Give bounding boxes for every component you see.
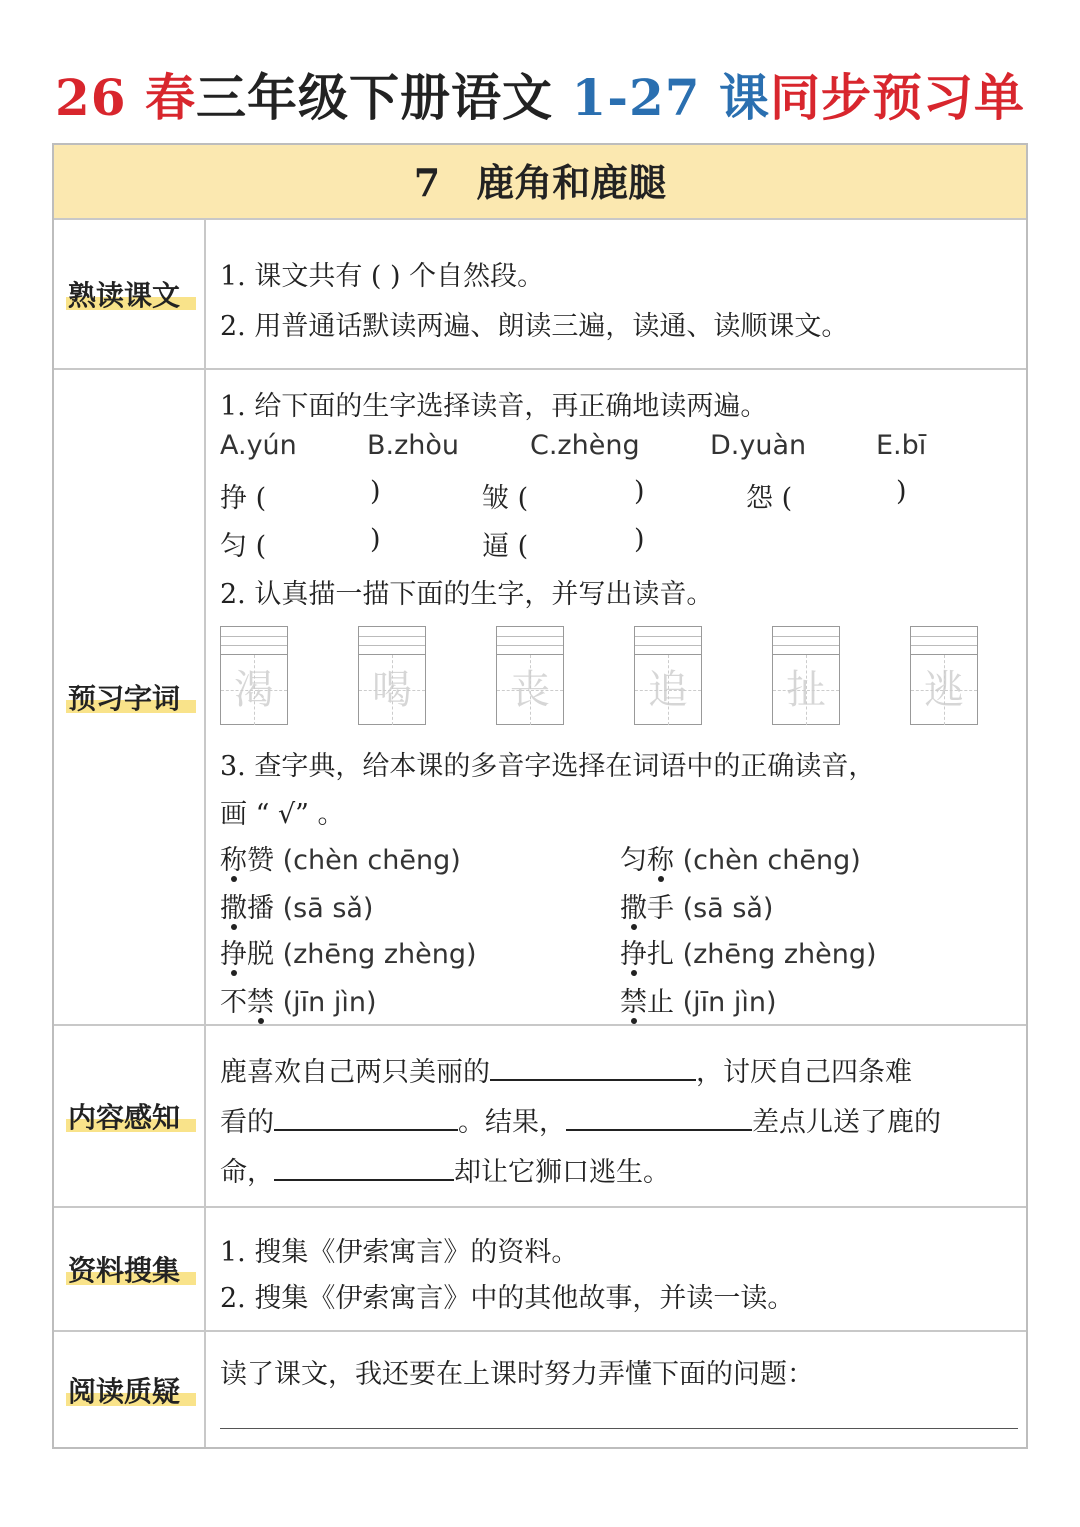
option: C.zhèng — [530, 430, 640, 461]
trace-char: 逃 — [911, 655, 977, 725]
label-cell — [54, 370, 206, 1024]
fill-line: 看的 。结果， 差点儿送了鹿的 — [220, 1107, 941, 1138]
tracing-grid[interactable] — [910, 626, 978, 725]
trace-char: 喝 — [359, 655, 425, 725]
lesson-number: 7 — [413, 160, 441, 205]
title-part-3: 1-27 课 — [571, 68, 770, 127]
fill-line: 命， 却让它狮口逃生。 — [220, 1157, 670, 1188]
tracing-grid[interactable] — [772, 626, 840, 725]
char-blank-close: ) — [634, 476, 645, 507]
polyphone-item: 挣脱 (zhēng zhèng) — [220, 939, 477, 970]
text-line: 2. 用普通话默读两遍、朗读三遍，读通、读顺课文。 — [220, 311, 849, 342]
tracing-grid[interactable] — [496, 626, 564, 725]
label-cell — [54, 220, 206, 368]
trace-char: 追 — [635, 655, 701, 725]
section-label: 预习字词 — [66, 677, 196, 717]
section-label: 熟读课文 — [66, 274, 196, 314]
answer-blank[interactable] — [566, 1105, 752, 1131]
lesson-name: 鹿角和鹿腿 — [476, 160, 667, 205]
answer-blank[interactable] — [274, 1155, 454, 1181]
content-cell — [220, 1026, 1018, 1206]
polyphone-item: 不禁 (jīn jìn) — [220, 987, 377, 1018]
row-yuedu — [54, 1332, 1026, 1447]
char-blank: 挣 ( — [220, 483, 267, 514]
section-label: 资料搜集 — [66, 1249, 196, 1289]
option: A.yún — [220, 430, 297, 461]
char-blank: 怨 ( — [746, 483, 793, 514]
option: B.zhòu — [367, 430, 460, 461]
trace-char: 扯 — [773, 655, 839, 725]
lesson-header — [54, 145, 1026, 220]
char-blank: 皱 ( — [482, 483, 529, 514]
section-label: 阅读质疑 — [66, 1370, 196, 1410]
tracing-grid[interactable] — [358, 626, 426, 725]
polyphone-item: 匀称 (chèn chēng) — [620, 845, 861, 876]
question-1: 1. 给下面的生字选择读音，再正确地读两遍。 — [220, 391, 768, 422]
tracing-grid[interactable] — [634, 626, 702, 725]
char-blank-close: ) — [370, 476, 381, 507]
char-blank: 逼 ( — [482, 531, 529, 562]
fill-line: 鹿喜欢自己两只美丽的 ，讨厌自己四条难 — [220, 1057, 912, 1088]
title-part-4: 同步预习单 — [769, 68, 1025, 127]
question-3: 3. 查字典，给本课的多音字选择在词语中的正确读音， — [220, 751, 876, 782]
row-shudu — [54, 220, 1026, 370]
polyphone-item: 挣扎 (zhēng zhèng) — [620, 939, 877, 970]
option: D.yuàn — [710, 430, 807, 461]
section-label: 内容感知 — [66, 1096, 196, 1136]
char-blank-close: ) — [896, 476, 907, 507]
polyphone-item: 称赞 (chèn chēng) — [220, 845, 461, 876]
row-neirong — [54, 1026, 1026, 1208]
text-line: 1. 搜集《伊索寓言》的资料。 — [220, 1237, 579, 1268]
label-cell — [54, 1208, 206, 1330]
worksheet-table — [52, 143, 1028, 1449]
char-blank-close: ) — [634, 524, 645, 555]
row-ziliao — [54, 1208, 1026, 1332]
char-blank: 匀 ( — [220, 531, 267, 562]
trace-char: 丧 — [497, 655, 563, 725]
polyphone-item: 撒播 (sā sǎ) — [220, 893, 374, 924]
content-cell — [220, 1332, 1018, 1447]
label-cell — [54, 1026, 206, 1206]
question-3-cont: 画 “ √” 。 — [220, 799, 345, 830]
content-cell — [220, 220, 1018, 368]
title-part-1: 26 春 — [55, 68, 197, 127]
content-cell — [220, 1208, 1018, 1330]
title-part-2: 三年级下册语文 — [196, 68, 572, 127]
polyphone-item: 禁止 (jīn jìn) — [620, 987, 777, 1018]
char-blank-close: ) — [370, 524, 381, 555]
answer-line[interactable] — [220, 1428, 1018, 1429]
page-title — [0, 58, 1080, 130]
text-line: 读了课文，我还要在上课时努力弄懂下面的问题： — [220, 1359, 814, 1390]
question-2: 2. 认真描一描下面的生字，并写出读音。 — [220, 579, 714, 610]
row-yuxi — [54, 370, 1026, 1026]
option: E.bī — [876, 430, 927, 461]
content-cell — [220, 370, 1018, 1024]
tracing-grid[interactable] — [220, 626, 288, 725]
text-line: 1. 课文共有 ( ) 个自然段。 — [220, 261, 545, 292]
answer-blank[interactable] — [274, 1105, 458, 1131]
label-cell — [54, 1332, 206, 1447]
answer-blank[interactable] — [490, 1055, 696, 1081]
trace-char: 渴 — [221, 655, 287, 725]
text-line: 2. 搜集《伊索寓言》中的其他故事，并读一读。 — [220, 1283, 795, 1314]
polyphone-item: 撒手 (sā sǎ) — [620, 893, 774, 924]
